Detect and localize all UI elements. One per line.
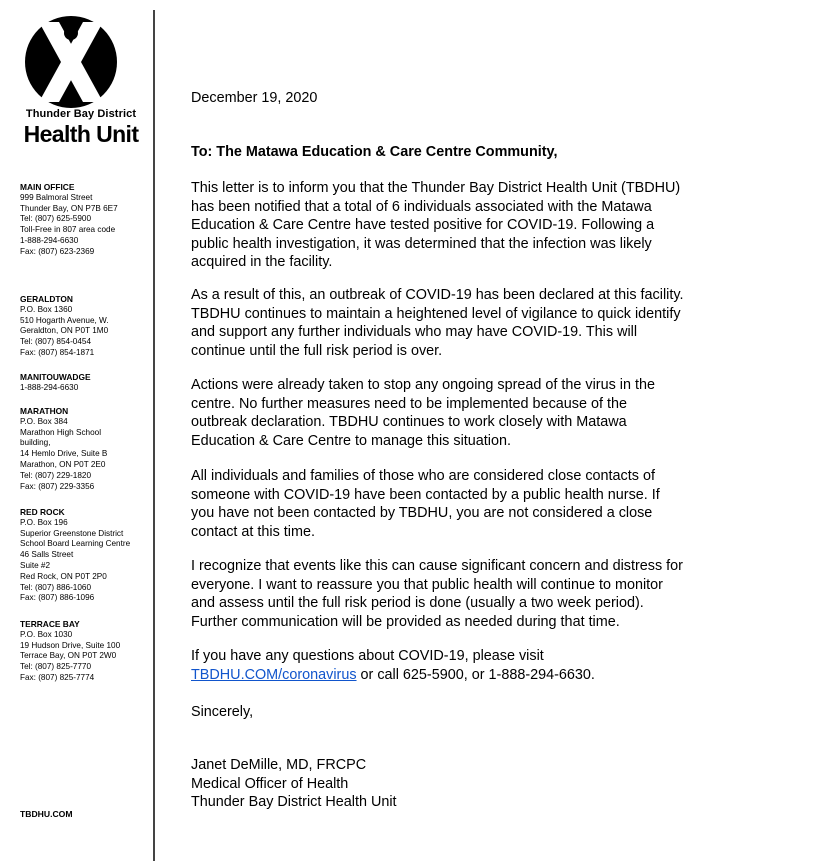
- office-name: MANITOUWADGE: [20, 372, 91, 382]
- office-name: TERRACE BAY: [20, 619, 80, 629]
- paragraph-line: This letter is to inform you that the Thunder Bay District Health Unit (TBDHU): [191, 180, 681, 196]
- office-line: Tel: (807) 825-7770: [20, 662, 92, 672]
- office-line: Marathon High School: [20, 427, 102, 437]
- office-line: Fax: (807) 229-3356: [20, 481, 95, 491]
- office-line: 19 Hudson Drive, Suite 100: [20, 640, 121, 650]
- office-line: P.O. Box 196: [20, 517, 68, 527]
- office-line: Fax: (807) 623-2369: [20, 246, 95, 256]
- office-name: GERALDTON: [20, 294, 73, 304]
- paragraph-line: has been notified that a total of 6 individuals associated with the Matawa: [191, 198, 652, 215]
- office-line: 510 Hogarth Avenue, W.: [20, 315, 109, 325]
- office-red-rock: [20, 507, 152, 604]
- contact-phone-text: or call 625-5900, or 1-888-294-6630.: [356, 666, 595, 683]
- paragraph-line: Education & Care Centre to manage this situation.: [191, 432, 511, 449]
- office-line: Thunder Bay, ON P7B 6E7: [20, 203, 118, 213]
- office-line: 999 Balmoral Street: [20, 192, 93, 202]
- contact-line: If you have any questions about COVID-19, please visit: [191, 648, 544, 664]
- office-line: 46 Salls Street: [20, 550, 74, 560]
- org-name-small: Thunder Bay District: [25, 108, 137, 120]
- office-line: Geraldton, ON P0T 1M0: [20, 326, 109, 336]
- office-line: Tel: (807) 625-5900: [20, 214, 92, 224]
- paragraph-line: All individuals and families of those who are considered close contacts of: [191, 468, 655, 484]
- letterhead-sidebar: [0, 0, 153, 861]
- org-name-large: Health Unit: [23, 121, 139, 147]
- office-line: 1-888-294-6630: [20, 382, 79, 392]
- paragraph-line: everyone. I want to reassure you that public health will continue to monitor: [191, 576, 663, 593]
- paragraph-line: TBDHU continues to maintain a heightened level of vigilance to quick identify: [191, 305, 681, 322]
- office-line: Marathon, ON P0T 2E0: [20, 459, 106, 469]
- vertical-divider: [153, 10, 155, 861]
- contact-line-2: [191, 666, 791, 685]
- paragraph-5: [191, 557, 791, 631]
- office-name: MARATHON: [20, 406, 69, 416]
- office-line: Fax: (807) 886-1096: [20, 593, 95, 603]
- office-line: building,: [20, 438, 51, 448]
- office-line: 14 Hemlo Drive, Suite B: [20, 449, 108, 459]
- office-line: Tel: (807) 854-0454: [20, 337, 92, 347]
- office-line: Superior Greenstone District: [20, 528, 124, 538]
- health-unit-logo: [25, 16, 117, 108]
- office-geraldton: [20, 294, 152, 359]
- office-terrace-bay: [20, 619, 152, 684]
- office-manitouwadge: [20, 372, 152, 394]
- office-line: Fax: (807) 825-7774: [20, 672, 95, 682]
- paragraph-line: continue until the full risk period is over.: [191, 342, 443, 359]
- paragraph-4: [191, 467, 791, 541]
- paragraph-line: outbreak declaration. TBDHU continues to work closely with Matawa: [191, 414, 627, 431]
- signature-line: Janet DeMille, MD, FRCPC: [191, 757, 367, 773]
- footer-website: TBDHU.COM: [20, 809, 73, 819]
- office-line: Tel: (807) 229-1820: [20, 470, 92, 480]
- office-line: School Board Learning Centre: [20, 539, 131, 549]
- signature-line: Thunder Bay District Health Unit: [191, 794, 397, 811]
- office-line: P.O. Box 384: [20, 416, 68, 426]
- paragraph-line: acquired in the facility.: [191, 254, 333, 271]
- paragraph-line: someone with COVID-19 have been contacted by a public health nurse. If: [191, 486, 660, 503]
- office-line: Red Rock, ON P0T 2P0: [20, 571, 107, 581]
- signature-line: Medical Officer of Health: [191, 775, 349, 792]
- paragraph-line: Further communication will be provided as needed during that time.: [191, 613, 620, 630]
- signature-block: [191, 756, 791, 812]
- office-line: Terrace Bay, ON P0T 2W0: [20, 651, 117, 661]
- paragraph-line: Education & Care Centre have tested positive for COVID-19. Following a: [191, 217, 655, 234]
- office-line: Toll-Free in 807 area code: [20, 225, 116, 235]
- office-name: RED ROCK: [20, 507, 65, 517]
- paragraph-3: [191, 376, 791, 450]
- office-line: Tel: (807) 886-1060: [20, 582, 92, 592]
- paragraph-line: I recognize that events like this can cause significant concern and distress for: [191, 558, 683, 574]
- contact-paragraph: [191, 647, 791, 684]
- paragraph-line: you have not been contacted by TBDHU, you are not considered a close: [191, 505, 653, 522]
- office-line: P.O. Box 1030: [20, 629, 73, 639]
- office-line: Suite #2: [20, 560, 51, 570]
- paragraph-2: [191, 286, 791, 360]
- paragraph-line: contact at this time.: [191, 523, 315, 540]
- paragraph-line: Actions were already taken to stop any ongoing spread of the virus in the: [191, 377, 655, 393]
- office-main: [20, 182, 152, 258]
- paragraph-line: and assess until the full risk period is done (usually a two week period).: [191, 595, 644, 612]
- paragraph-line: centre. No further measures need to be implemented because of the: [191, 395, 627, 412]
- paragraph-1: [191, 179, 791, 272]
- office-line: Fax: (807) 854-1871: [20, 347, 95, 357]
- office-marathon: [20, 406, 152, 492]
- office-name: MAIN OFFICE: [20, 182, 75, 192]
- letter-closing: Sincerely,: [191, 704, 254, 720]
- letter-salutation: To: The Matawa Education & Care Centre Community,: [191, 144, 558, 160]
- paragraph-line: public health investigation, it was determined that the infection was likely: [191, 235, 652, 252]
- office-line: P.O. Box 1360: [20, 304, 73, 314]
- letter-date: December 19, 2020: [191, 90, 318, 106]
- coronavirus-link[interactable]: TBDHU.COM/coronavirus: [191, 666, 357, 683]
- paragraph-line: and support any further individuals who may have COVID-19. This will: [191, 324, 638, 341]
- office-line: 1-888-294-6630: [20, 235, 79, 245]
- paragraph-line: As a result of this, an outbreak of COVID-19 has been declared at this facility.: [191, 287, 684, 303]
